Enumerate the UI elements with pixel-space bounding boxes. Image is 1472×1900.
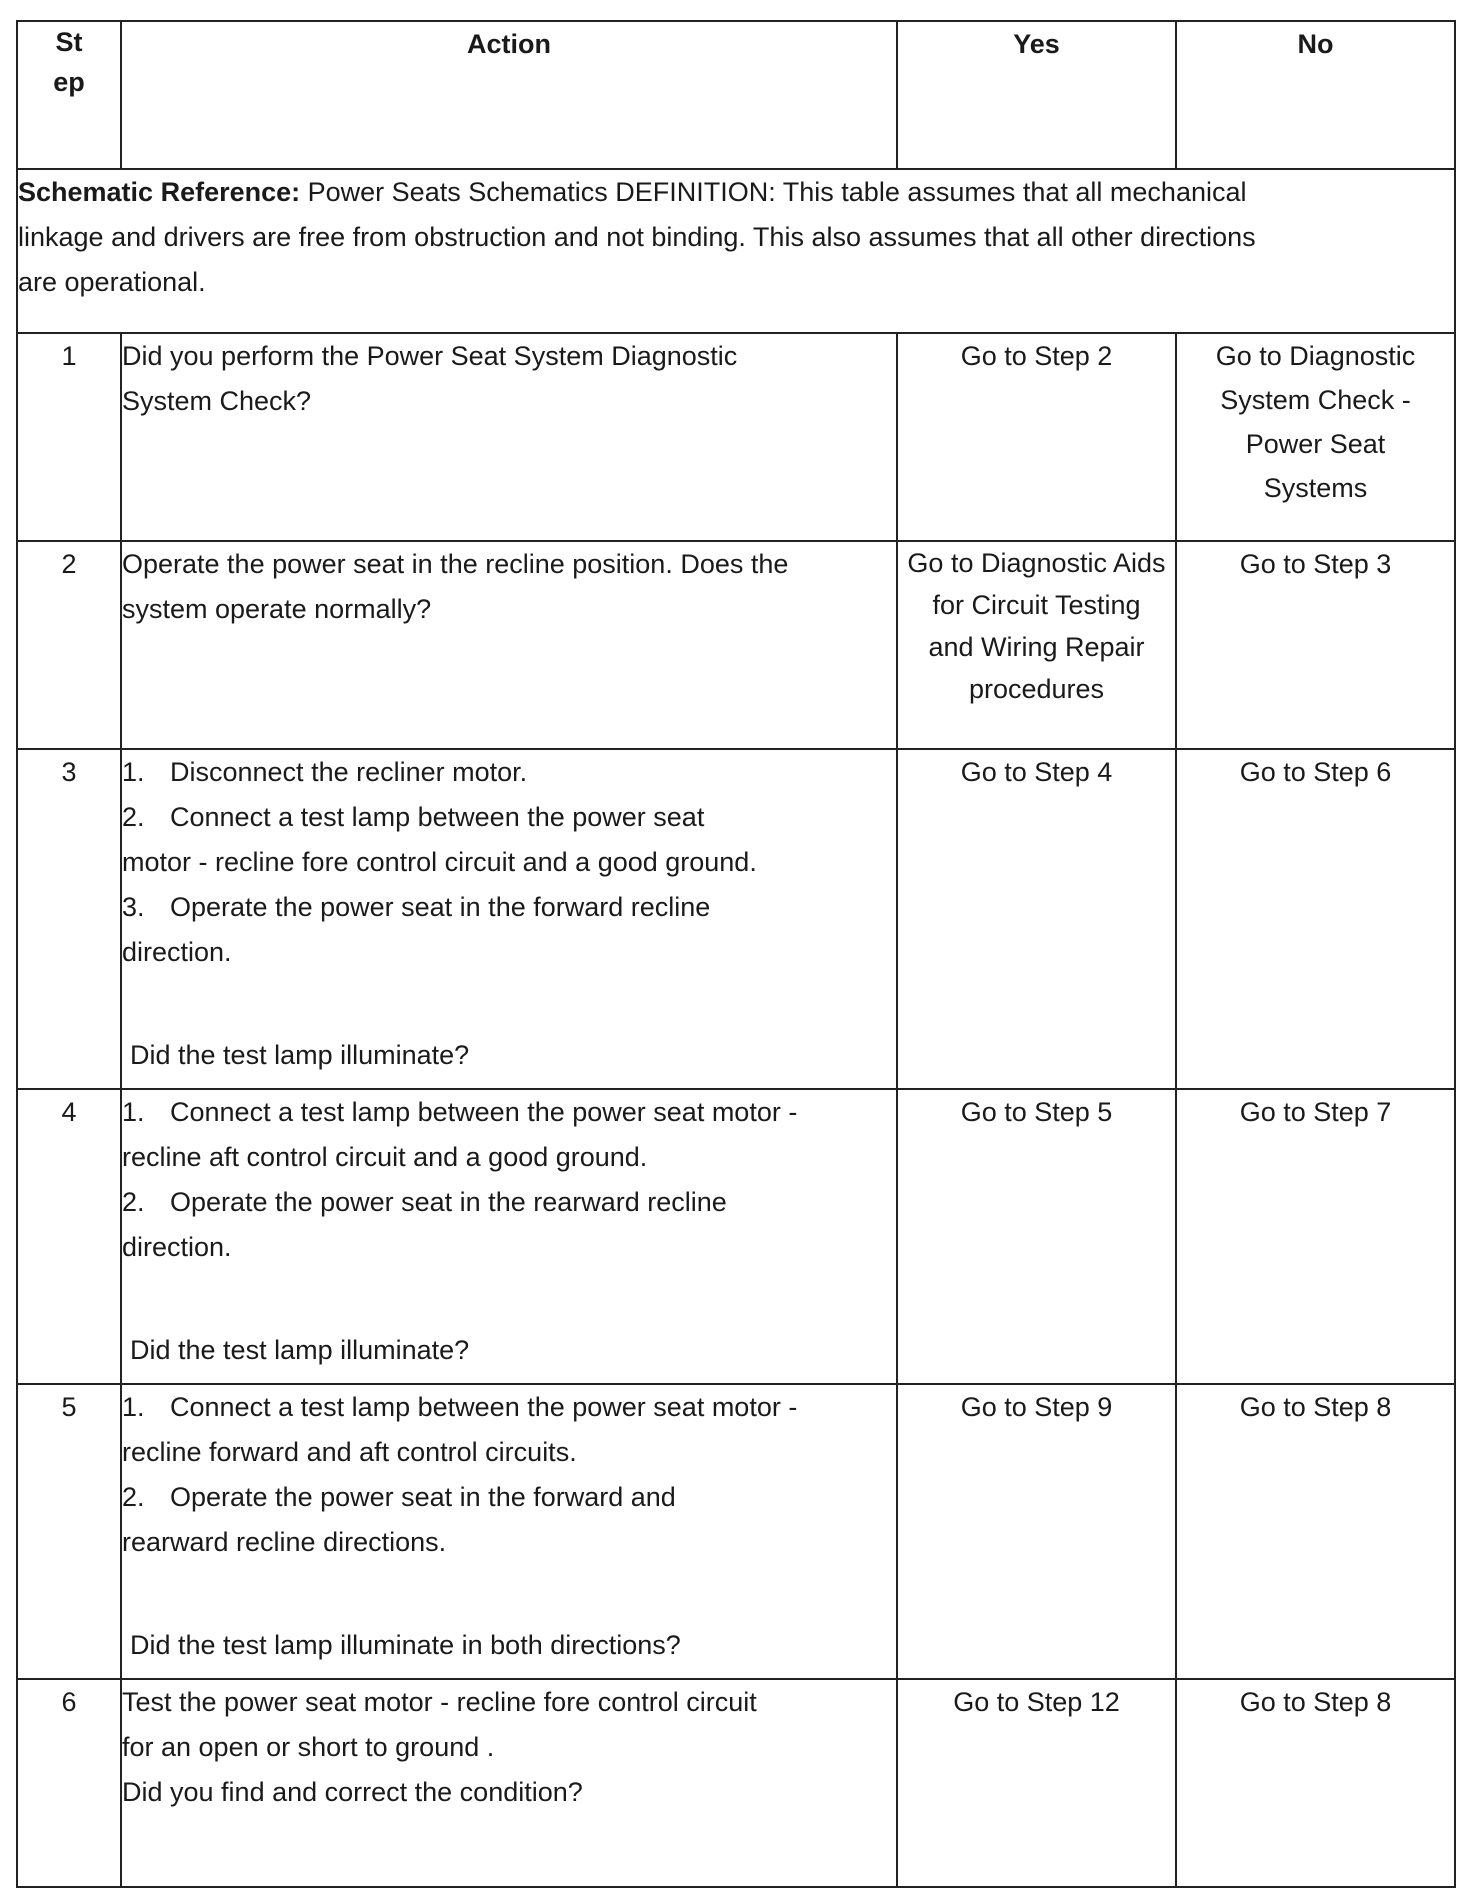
list-text: direction. bbox=[122, 1232, 232, 1262]
action-question: Did the test lamp illuminate? bbox=[130, 1040, 470, 1070]
schematic-reference bbox=[17, 169, 1455, 333]
yes-cell: Go to Step 5 bbox=[897, 1089, 1176, 1384]
no-header: No bbox=[1176, 21, 1455, 169]
yes-cell: Go to Step 2 bbox=[897, 333, 1176, 541]
schematic-row bbox=[17, 169, 1455, 333]
action-line: for an open or short to ground . bbox=[122, 1732, 495, 1762]
diagnostic-table bbox=[16, 20, 1456, 1888]
no-cell: Go to Step 6 bbox=[1176, 749, 1455, 1089]
yes-cell: Go to Step 4 bbox=[897, 749, 1176, 1089]
step-number: 5 bbox=[17, 1384, 121, 1679]
schematic-text-1: Power Seats Schematics DEFINITION: This table assumes that all mechanical bbox=[300, 177, 1247, 207]
yes-cell: Go to Step 12 bbox=[897, 1679, 1176, 1887]
action-line: System Check? bbox=[122, 386, 312, 416]
list-text: Connect a test lamp between the power seat bbox=[170, 802, 705, 832]
list-text: Operate the power seat in the rearward recline bbox=[170, 1187, 727, 1217]
no-cell bbox=[1176, 333, 1455, 541]
schematic-text-2: linkage and drivers are free from obstruction and not binding. This also assumes that all other directions bbox=[18, 222, 1256, 252]
no-line: Go to Diagnostic bbox=[1215, 341, 1416, 371]
yes-line: procedures bbox=[968, 674, 1105, 704]
step-header-line1: St bbox=[55, 27, 83, 57]
step-number: 3 bbox=[17, 749, 121, 1089]
yes-header: Yes bbox=[897, 21, 1176, 169]
action-line: Operate the power seat in the recline position. Does the bbox=[122, 549, 789, 579]
list-text: motor - recline fore control circuit and a good ground. bbox=[122, 847, 757, 877]
action-question: Did the test lamp illuminate in both directions? bbox=[130, 1630, 681, 1660]
action-cell bbox=[121, 541, 897, 749]
table-row bbox=[17, 749, 1455, 1089]
action-header: Action bbox=[121, 21, 897, 169]
no-line: Systems bbox=[1263, 473, 1368, 503]
step-header-line2: ep bbox=[53, 67, 85, 97]
schematic-text-3: are operational. bbox=[18, 267, 206, 297]
step-number: 6 bbox=[17, 1679, 121, 1887]
yes-line: for Circuit Testing bbox=[932, 590, 1141, 620]
action-cell bbox=[121, 333, 897, 541]
list-number: 2. bbox=[122, 802, 145, 832]
action-cell bbox=[121, 1679, 897, 1887]
list-number: 1. bbox=[122, 757, 145, 787]
table-row bbox=[17, 333, 1455, 541]
no-cell: Go to Step 8 bbox=[1176, 1384, 1455, 1679]
list-text: Operate the power seat in the forward recline bbox=[170, 892, 711, 922]
action-line: Did you perform the Power Seat System Diagnostic bbox=[122, 341, 738, 371]
list-text: Disconnect the recliner motor. bbox=[170, 757, 528, 787]
header-row bbox=[17, 21, 1455, 169]
no-line: Power Seat bbox=[1245, 429, 1386, 459]
list-text: rearward recline directions. bbox=[122, 1527, 447, 1557]
table-row bbox=[17, 1679, 1455, 1887]
no-cell: Go to Step 3 bbox=[1176, 541, 1455, 749]
step-number: 1 bbox=[17, 333, 121, 541]
list-number: 2. bbox=[122, 1482, 145, 1512]
yes-line: and Wiring Repair bbox=[928, 632, 1145, 662]
table-row bbox=[17, 1089, 1455, 1384]
list-text: direction. bbox=[122, 937, 232, 967]
list-text: recline aft control circuit and a good ground. bbox=[122, 1142, 648, 1172]
list-number: 2. bbox=[122, 1187, 145, 1217]
action-line: Did you find and correct the condition? bbox=[122, 1777, 583, 1807]
list-number: 3. bbox=[122, 892, 145, 922]
no-cell: Go to Step 8 bbox=[1176, 1679, 1455, 1887]
action-cell bbox=[121, 749, 897, 1089]
step-header bbox=[17, 21, 121, 169]
yes-cell: Go to Step 9 bbox=[897, 1384, 1176, 1679]
step-number: 4 bbox=[17, 1089, 121, 1384]
list-number: 1. bbox=[122, 1392, 145, 1422]
no-cell: Go to Step 7 bbox=[1176, 1089, 1455, 1384]
list-number: 1. bbox=[122, 1097, 145, 1127]
action-cell bbox=[121, 1089, 897, 1384]
list-text: Operate the power seat in the forward and bbox=[170, 1482, 676, 1512]
schematic-label: Schematic Reference: bbox=[18, 177, 301, 207]
action-line: Test the power seat motor - recline fore control circuit bbox=[122, 1687, 757, 1717]
yes-line: Go to Diagnostic Aids bbox=[907, 548, 1166, 578]
list-text: recline forward and aft control circuits. bbox=[122, 1437, 577, 1467]
step-number: 2 bbox=[17, 541, 121, 749]
action-question: Did the test lamp illuminate? bbox=[130, 1335, 470, 1365]
table-row bbox=[17, 1384, 1455, 1679]
list-text: Connect a test lamp between the power seat motor - bbox=[170, 1097, 798, 1127]
list-text: Connect a test lamp between the power seat motor - bbox=[170, 1392, 798, 1422]
no-line: System Check - bbox=[1220, 385, 1411, 415]
action-line: system operate normally? bbox=[122, 594, 432, 624]
table-row bbox=[17, 541, 1455, 749]
yes-cell bbox=[897, 541, 1176, 749]
action-cell bbox=[121, 1384, 897, 1679]
